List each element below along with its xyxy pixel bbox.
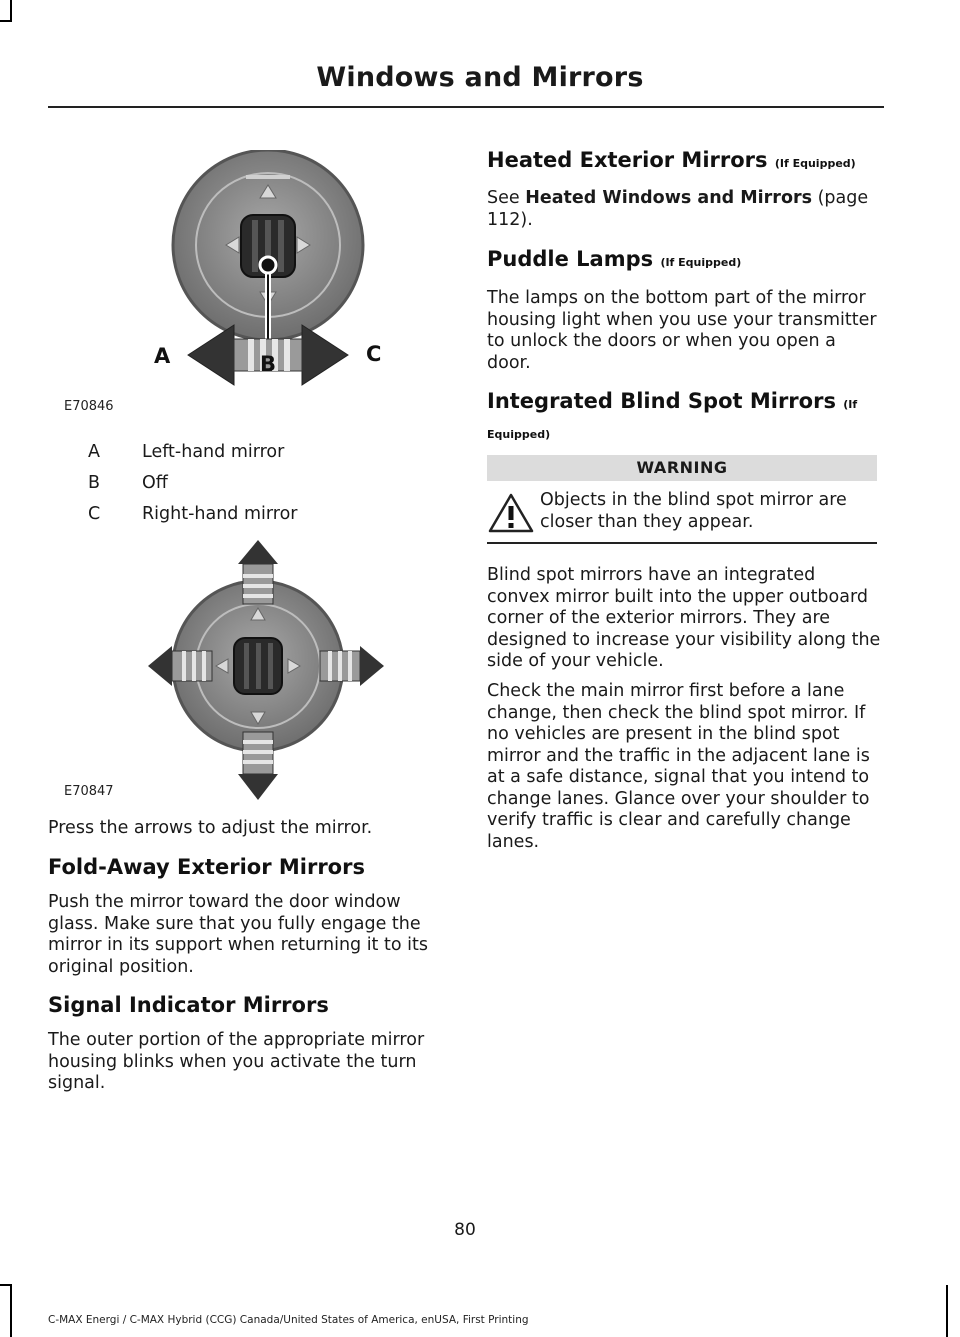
crop-mark-top-left-v — [10, 0, 12, 22]
heading-heated-mirrors — [487, 147, 882, 177]
figure-id-e70846: E70846 — [64, 399, 114, 414]
edition-line: C-MAX Energi / C-MAX Hybrid (CCG) Canada/United States of America, enUSA, First Printing — [48, 1314, 529, 1326]
crop-mark-top-left-h — [0, 20, 12, 22]
heading-fold-away-mirrors: Fold-Away Exterior Mirrors — [48, 855, 365, 879]
heading-puddle-lamps — [487, 246, 882, 276]
blind-spot-paragraph-2: Check the main mirror first before a lane change, then check the blind spot mirror. If no vehicles are present in the blind spot mirror and the traffic in the adjacent lane is at a safe distance, signal that you intend to change lanes. Glance over your shoulder to verify traffic is clear and carefully change lanes. — [487, 681, 870, 852]
callout-b: B — [260, 352, 277, 376]
legend-value: Off — [142, 473, 168, 493]
legend-value: Right-hand mirror — [142, 504, 298, 524]
page-reference: (page 112). — [487, 188, 869, 230]
crop-mark-bottom-left-v — [10, 1285, 12, 1337]
heated-see-reference — [487, 188, 882, 231]
if-equipped-note: (If Equipped) — [660, 256, 742, 269]
blind-spot-paragraph-1: Blind spot mirrors have an integrated convex mirror built into the upper outboard corner of the exterior mirrors. They are designed to increase your visibility along the side of your vehicle. — [487, 565, 881, 671]
heading-blind-spot-mirrors — [487, 388, 882, 448]
heading-text: Heated Exterior Mirrors — [487, 148, 768, 172]
warning-header: WARNING — [487, 455, 877, 481]
legend-key: A — [88, 442, 100, 462]
callout-c: C — [366, 342, 382, 366]
callout-a: A — [154, 344, 171, 368]
puddle-lamps-text: The lamps on the bottom part of the mirror housing light when you use your transmitter to unlock the doors or when you open a door. — [487, 288, 877, 373]
if-equipped-note: (If Equipped) — [774, 157, 856, 170]
header-rule — [48, 106, 884, 108]
fold-away-text: Push the mirror toward the door window glass. Make sure that you fully engage the mirror in its support when returning it to its original position. — [48, 892, 428, 977]
warning-text: Objects in the blind spot mirror are closer than they appear. — [540, 490, 847, 532]
crop-mark-bottom-left-h — [0, 1284, 12, 1286]
crop-mark-bottom-right-v — [946, 1285, 948, 1337]
if-equipped-note: (If Equipped) — [487, 398, 858, 441]
heading-text: Puddle Lamps — [487, 247, 654, 271]
legend-value: Left-hand mirror — [142, 442, 285, 462]
heading-text: Integrated Blind Spot Mirrors — [487, 389, 836, 413]
warning-triangle-icon — [487, 492, 535, 534]
figure-mirror-switch-selector — [48, 150, 448, 420]
heading-signal-indicator-mirrors: Signal Indicator Mirrors — [48, 993, 329, 1017]
page-title: Windows and Mirrors — [316, 62, 644, 93]
cross-reference-link[interactable]: Heated Windows and Mirrors — [525, 188, 813, 208]
legend-key: C — [88, 504, 101, 524]
mirror-switch-selector-illustration — [48, 150, 448, 420]
figure-id-e70847: E70847 — [64, 784, 114, 799]
legend-key: B — [88, 473, 101, 493]
warning-rule — [487, 542, 877, 544]
page-number: 80 — [454, 1220, 476, 1240]
mirror-adjust-arrows-illustration — [48, 538, 448, 803]
press-arrows-text: Press the arrows to adjust the mirror. — [48, 818, 373, 838]
figure-mirror-adjust-arrows — [48, 538, 448, 803]
signal-indicator-text: The outer portion of the appropriate mirror housing blinks when you activate the turn signal. — [48, 1030, 425, 1093]
see-text: See — [487, 188, 526, 208]
